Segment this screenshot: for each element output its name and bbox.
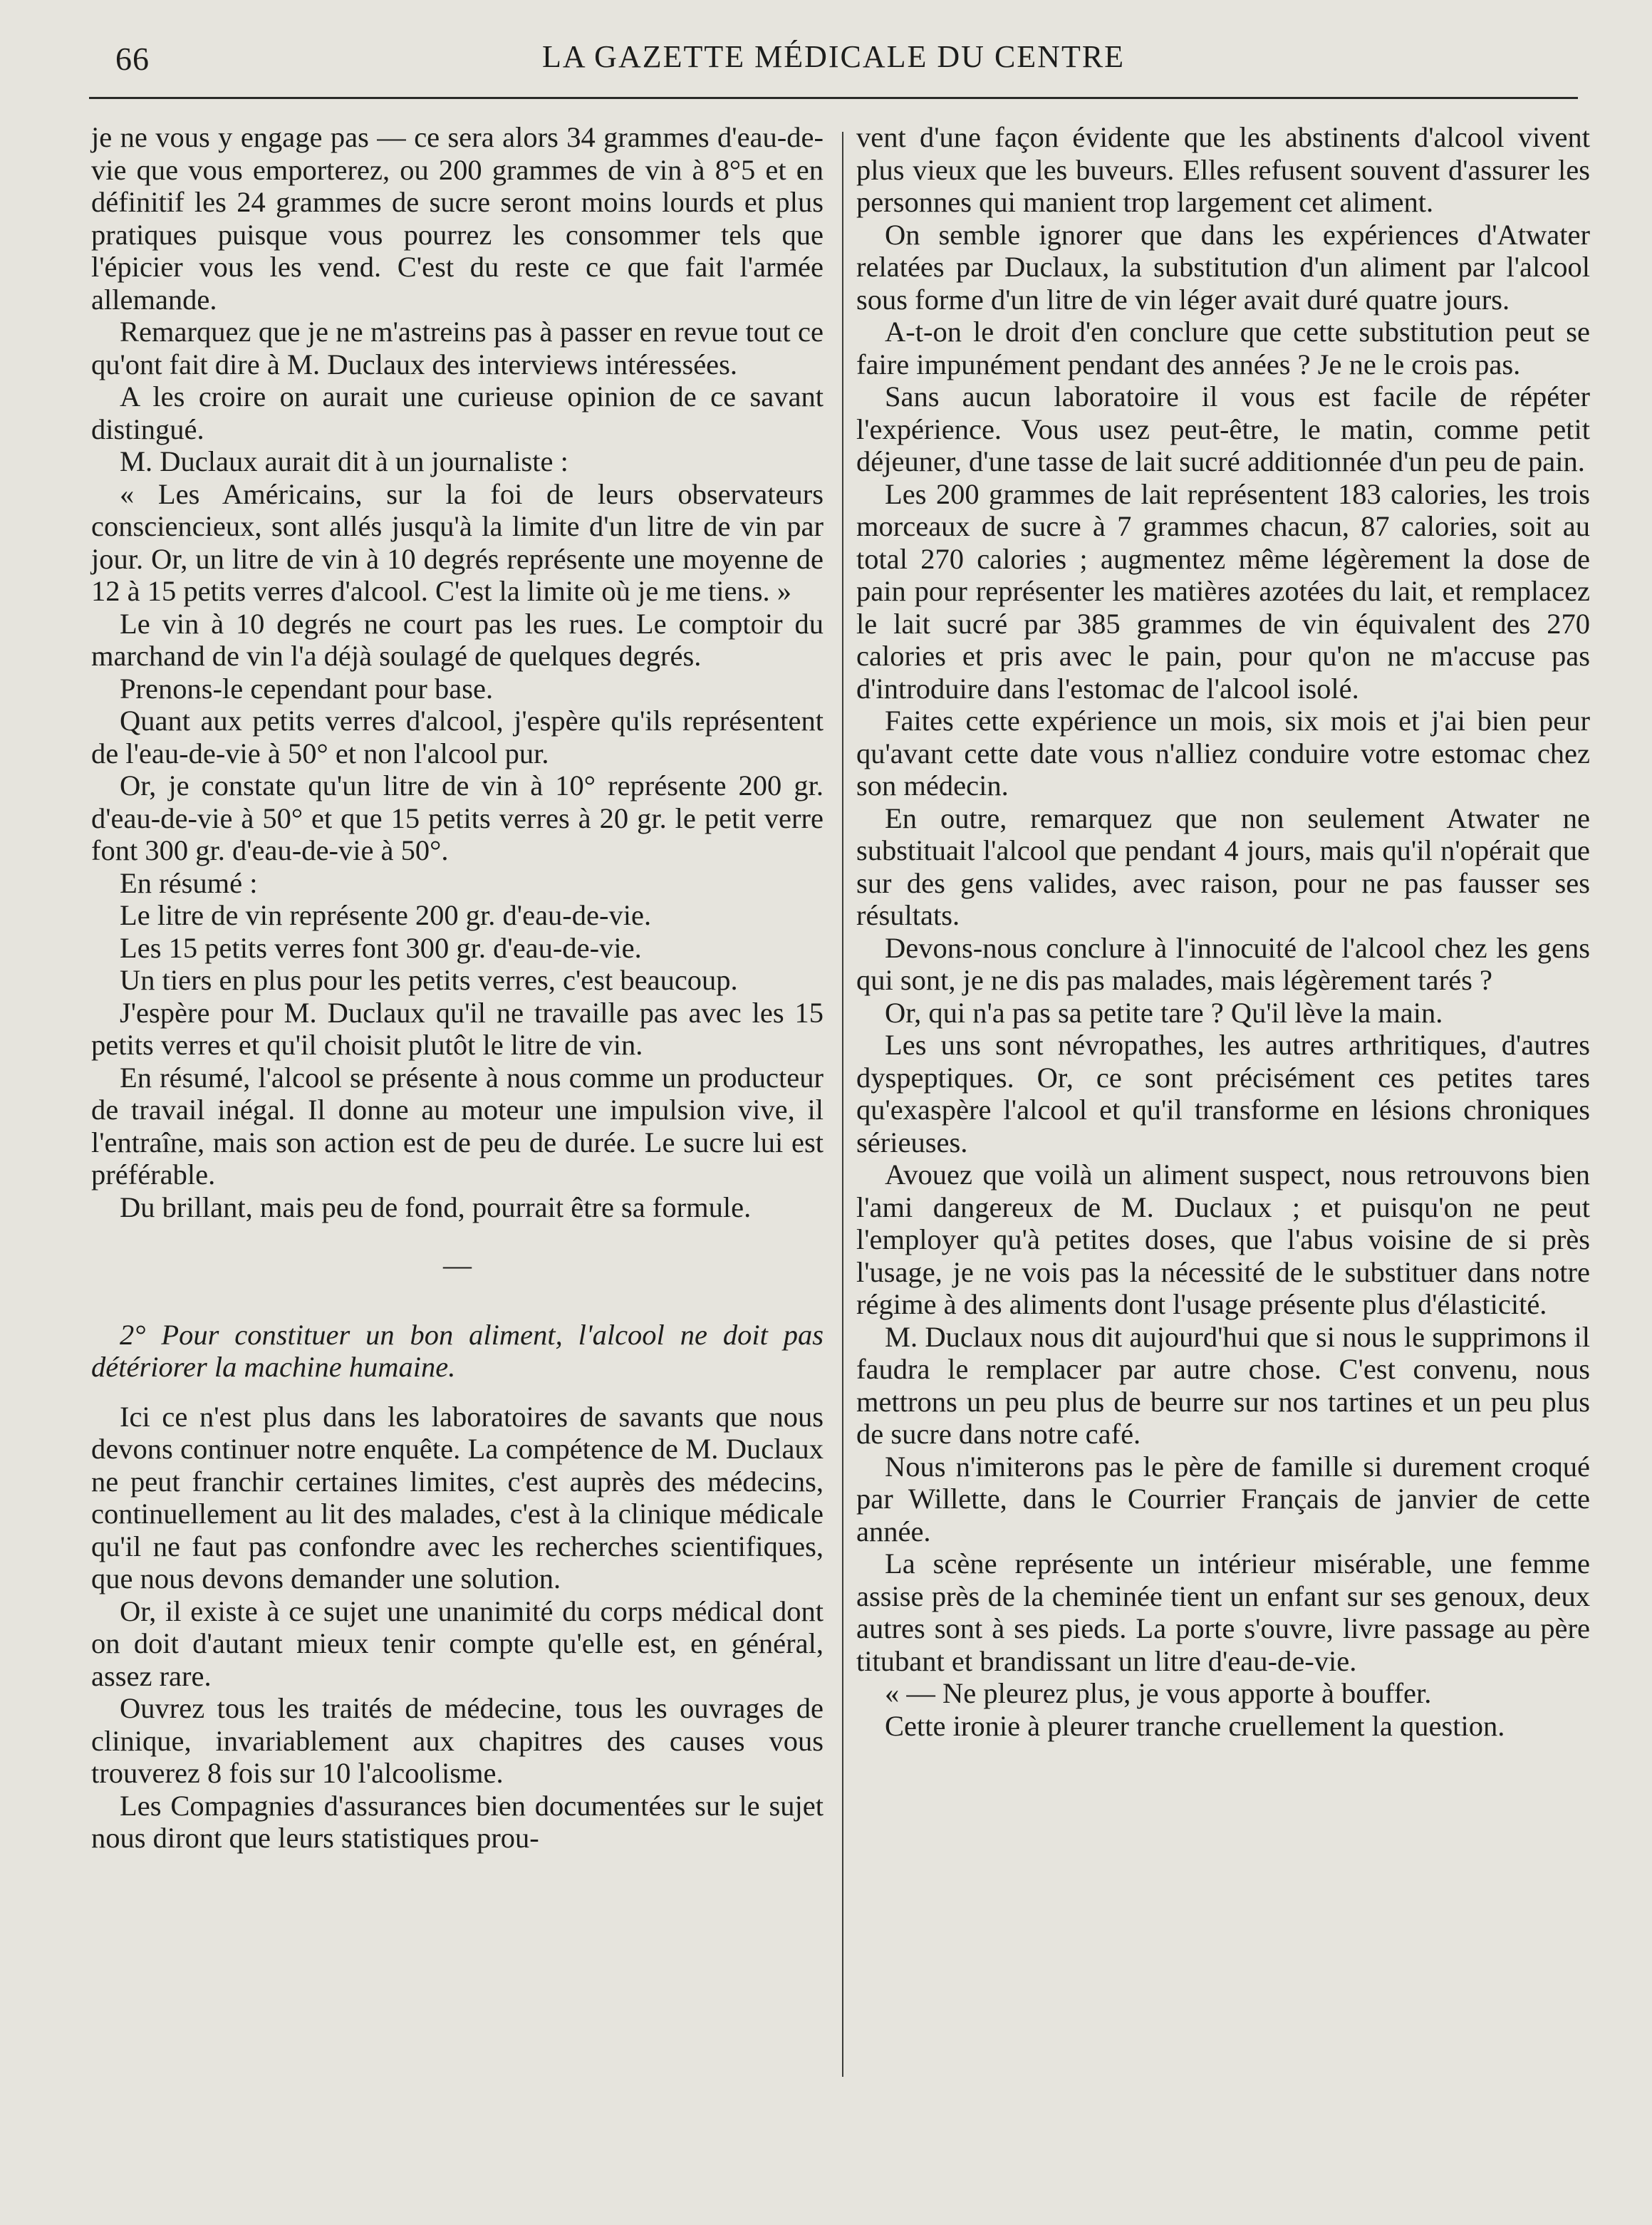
section-divider: — <box>443 1249 472 1281</box>
paragraph: La scène représente un intérieur misérable, une femme assise près de la cheminée tient un enfant sur ses genoux, deux autres sont à ses pieds. La porte s'ouvre, livre passage au père titubant et brandissant un litre d'eau-de-vie. <box>856 1547 1590 1677</box>
paragraph: Nous n'imiterons pas le père de famille si durement croqué par Willette, dans le Courrier Français de janvier de cette année. <box>856 1450 1590 1547</box>
paragraph: A les croire on aurait une curieuse opinion de ce savant distingué. <box>91 380 824 445</box>
paragraph: J'espère pour M. Duclaux qu'il ne travaille pas avec les 15 petits verres et qu'il choisit plutôt le litre de vin. <box>91 996 824 1061</box>
quotation-paragraph: « — Ne pleurez plus, je vous apporte à bouffer. <box>885 1677 1432 1709</box>
paragraph: M. Duclaux nous dit aujourd'hui que si nous le supprimons il faudra le remplacer par autre chose. C'est convenu, nous mettrons un peu plus de beurre sur nos tartines et un peu plus de sucre dans notre café. <box>856 1320 1590 1450</box>
paragraph: Remarquez que je ne m'astreins pas à passer en revue tout ce qu'ont fait dire à M. Duclaux des interviews intéressées. <box>91 316 824 380</box>
left-column <box>91 121 824 1855</box>
page-header <box>85 36 1581 85</box>
paragraph: Un tiers en plus pour les petits verres, c'est beaucoup. <box>120 964 738 996</box>
section-heading: 2° Pour constituer un bon aliment, l'alcool ne doit pas détériorer la machine humaine. <box>91 1318 824 1383</box>
paragraph: Le vin à 10 degrés ne court pas les rues. Le comptoir du marchand de vin l'a déjà soulagé de quelques degrés. <box>91 607 824 672</box>
paragraph: Cette ironie à pleurer tranche cruellement la question. <box>885 1709 1505 1742</box>
running-title: LA GAZETTE MÉDICALE DU CENTRE <box>541 39 1126 74</box>
paragraph: Faites cette expérience un mois, six mois et j'ai bien peur qu'avant cette date vous n'alliez conduire votre estomac chez son médecin. <box>856 705 1590 802</box>
paragraph: Sans aucun laboratoire il vous est facile de répéter l'expérience. Vous usez peut-être, le matin, comme petit déjeuner, d'une tasse de lait sucré additionnée d'un peu de pain. <box>856 380 1590 477</box>
paragraph: M. Duclaux aurait dit à un journaliste : <box>120 445 568 477</box>
paragraph: On semble ignorer que dans les expériences d'Atwater relatées par Duclaux, la substitution d'un aliment par l'alcool sous forme d'un litre de vin léger avait duré quatre jours. <box>856 218 1590 316</box>
header-rule <box>89 97 1578 99</box>
paragraph: Les Compagnies d'assurances bien documentées sur le sujet nous diront que leurs statistiques prou- <box>91 1789 824 1854</box>
paragraph: je ne vous y engage pas — ce sera alors 34 grammes d'eau-de-vie que vous emporterez, ou 200 grammes de vin à 8°5 et en définitif les 24 grammes de sucre seront moins lourds et plus pratiques puisque vous pourrez les consommer tels que l'épicier vous les vend. C'est du reste ce que fait l'armée allemande. <box>91 121 824 316</box>
paragraph: Or, qui n'a pas sa petite tare ? Qu'il lève la main. <box>885 996 1443 1029</box>
page-number: 66 <box>115 41 150 77</box>
paragraph: Devons-nous conclure à l'innocuité de l'alcool chez les gens qui sont, je ne dis pas malades, mais légèrement tarés ? <box>856 931 1590 996</box>
paragraph: Ici ce n'est plus dans les laboratoires de savants que nous devons continuer notre enquête. La compétence de M. Duclaux ne peut franchir certaines limites, c'est auprès des médecins, continuellement au lit des malades, c'est à la clinique médicale qu'il ne faut pas confondre avec les recherches scientifiques, que nous devons demander une solution. <box>91 1400 824 1594</box>
paragraph: Ouvrez tous les traités de médecine, tous les ouvrages de clinique, invariablement aux chapitres des causes vous trouverez 8 fois sur 10 l'alcoolisme. <box>91 1692 824 1789</box>
paragraph: En outre, remarquez que non seulement Atwater ne substituait l'alcool que pendant 4 jours, mais qu'il n'opérait que sur des gens valides, avec raison, pour ne pas fausser ses résultats. <box>856 802 1590 931</box>
paragraph: Prenons-le cependant pour base. <box>120 672 494 705</box>
paragraph: Or, il existe à ce sujet une unanimité du corps médical dont on doit d'autant mieux tenir compte qu'elle est, en général, assez rare. <box>91 1594 824 1692</box>
right-column <box>856 121 1590 1742</box>
paragraph: A-t-on le droit d'en conclure que cette substitution peut se faire impunément pendant des années ? Je ne le crois pas. <box>856 316 1590 380</box>
paragraph: Du brillant, mais peu de fond, pourrait être sa formule. <box>120 1191 752 1223</box>
paragraph: Quant aux petits verres d'alcool, j'espère qu'ils représentent de l'eau-de-vie à 50° et non l'alcool pur. <box>91 705 824 769</box>
paragraph: Les 200 grammes de lait représentent 183 calories, les trois morceaux de sucre à 7 grammes chacun, 87 calories, soit au total 270 calories ; augmentez même légèrement la dose de pain pour représenter les matières azotées du lait, et remplacez le lait sucré par 385 grammes de vin équivalent des 270 calories et pris avec le pain, pour qu'on ne m'accuse pas d'introduire dans l'estomac de l'alcool isolé. <box>856 477 1590 705</box>
paragraph: Or, je constate qu'un litre de vin à 10° représente 200 gr. d'eau-de-vie à 50° et que 15 petits verres à 20 gr. le petit verre font 300 gr. d'eau-de-vie à 50°. <box>91 769 824 866</box>
paragraph: En résumé : <box>120 866 258 899</box>
quotation-paragraph: « Les Américains, sur la foi de leurs observateurs consciencieux, sont allés jusqu'à la limite d'un litre de vin par jour. Or, un litre de vin à 10 degrés représente une moyenne de 12 à 15 petits verres d'alcool. C'est la limite où je me tiens. » <box>91 477 824 607</box>
paragraph: vent d'une façon évidente que les abstinents d'alcool vivent plus vieux que les buveurs. Elles refusent souvent d'assurer les personnes qui manient trop largement cet aliment. <box>856 121 1590 218</box>
paragraph: En résumé, l'alcool se présente à nous comme un producteur de travail inégal. Il donne au moteur une impulsion vive, il l'entraîne, mais son action est de peu de durée. Le sucre lui est préférable. <box>91 1061 824 1191</box>
paragraph: Le litre de vin représente 200 gr. d'eau-de-vie. <box>120 899 652 931</box>
paragraph: Avouez que voilà un aliment suspect, nous retrouvons bien l'ami dangereux de M. Duclaux ; et puisqu'on ne peut l'employer qu'à petites doses, que l'abus voisine de si près l'usage, je ne vois pas la nécessité de le substituer dans notre régime à des aliments dont l'usage présente plus d'élasticité. <box>856 1158 1590 1320</box>
column-rule <box>842 132 843 2077</box>
paragraph: Les uns sont névropathes, les autres arthritiques, d'autres dyspeptiques. Or, ce sont précisément ces petites tares qu'exaspère l'alcool et qu'il transforme en lésions chroniques sérieuses. <box>856 1029 1590 1158</box>
paragraph: Les 15 petits verres font 300 gr. d'eau-de-vie. <box>120 931 642 964</box>
